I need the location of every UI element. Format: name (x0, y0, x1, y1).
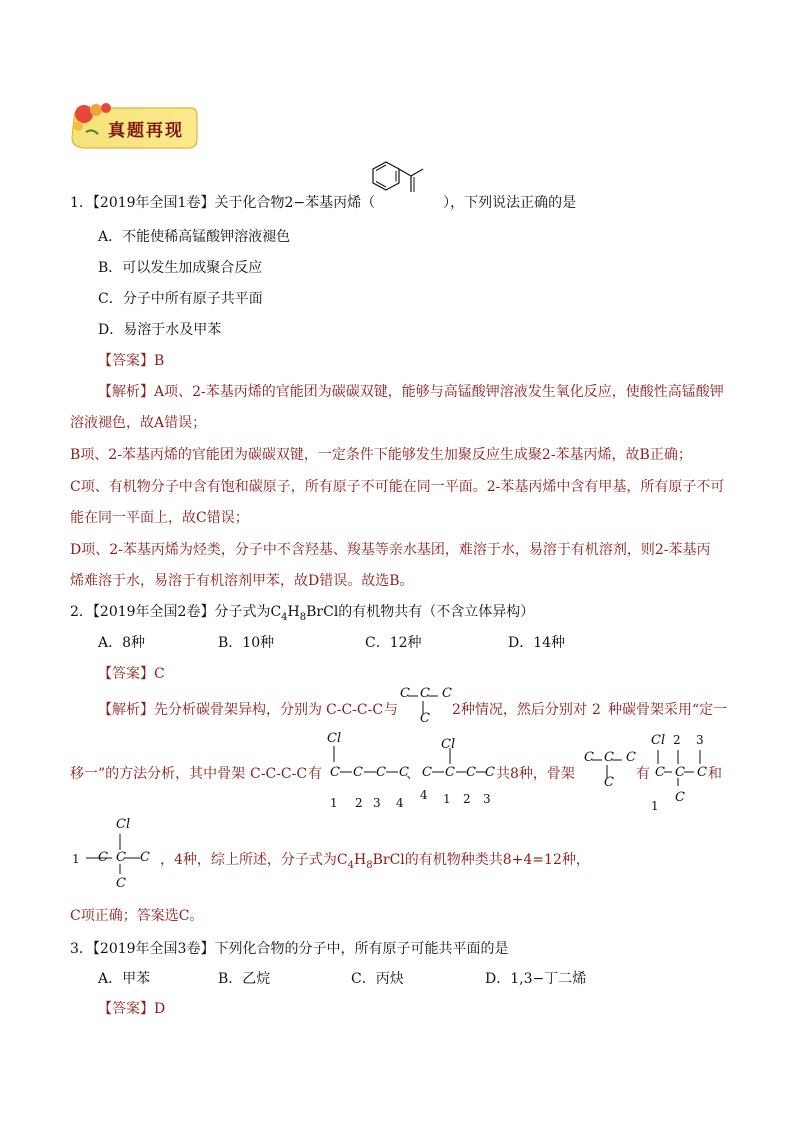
q1-analysis-line-4: C项、有机物分子中含有饱和碳原子，所有原子不可能在同一平面。2-苯基丙烯中含有甲基，所有原子不可 (70, 479, 725, 495)
q2-word-and: 与 (384, 702, 398, 718)
q3-option-b: B．乙烷 (218, 971, 271, 987)
q1-stem: 1．【2019年全国1卷】关于化合物2−苯基丙烯（ ），下列说法正确的是 (70, 195, 577, 211)
phenylpropene-structure-icon (366, 156, 438, 212)
q1-option-b: B．可以发生加成聚合反应 (98, 260, 263, 276)
badge-title: 真题再现 (108, 121, 184, 141)
q1-analysis-line-2: 溶液褪色，故A错误； (70, 415, 207, 431)
q2-skeleton-linear-text: C-C-C-C (326, 702, 384, 718)
q2-option-b: B．10种 (218, 635, 275, 651)
q1-analysis-line-7: 烯难溶于水，易溶于有机溶剂甲苯，故D错误。故选B。 (70, 573, 414, 589)
q2-analysis-line-4: C项正确；答案选C。 (70, 908, 204, 924)
q1-analysis-line-6: D项、2-苯基丙烯为烃类，分子中不含羟基、羧基等亲水基团，难溶于水，易溶于有机溶剂，则2-苯基丙 (70, 542, 711, 558)
q2-two-cases: 2种情况，然后分别对 (452, 702, 587, 718)
q1-option-c: C．分子中所有原子共平面 (98, 291, 263, 307)
q1-analysis-line-5: 能在同一平面上，故C错误； (70, 510, 249, 526)
q1-analysis-line-1: 【解析】A项、2-苯基丙烯的官能团为碳碳双键，能够与高锰酸钾溶液发生氧化反应，使酸性高锰酸钾 (98, 384, 724, 400)
q1-analysis-line-3: B项、2-苯基丙烯的官能团为碳碳双键，一定条件下能够发生加聚反应生成聚2-苯基丙烯，故B正确； (70, 447, 692, 463)
q2-stem: 2．【2019年全国2卷】分子式为$C_4H_8BrCl$的有机物共有（不含立体异构） (70, 604, 535, 623)
q1-option-d: D．易溶于水及甲苯 (98, 322, 222, 338)
q3-answer: 【答案】D (98, 1001, 166, 1017)
q3-stem: 3．【2019年全国3卷】下列化合物的分子中，所有原子可能共平面的是 (70, 941, 509, 957)
q2-analysis-line-2: 移一”的方法分析，其中骨架 (70, 766, 246, 782)
q2-option-c: C．12种 (365, 635, 422, 651)
q1-answer: 【答案】B (98, 353, 165, 369)
q3-option-d: D．1,3−丁二烯 (485, 971, 587, 987)
q2-option-d: D．14种 (508, 635, 566, 651)
q3-option-c: C．丙炔 (351, 971, 404, 987)
q2-analysis-line-1: 【解析】先分析碳骨架异构，分别为 (98, 702, 322, 718)
q3-option-a: A．甲苯 (98, 971, 151, 987)
q2-analysis-line-3: ，4种，综上所述，分子式为$C_4H_8BrCl$的有机物种类共8+4=12种， (160, 852, 590, 871)
q2-answer: 【答案】C (98, 666, 165, 682)
q2-option-a: A．8种 (98, 635, 146, 651)
q1-option-a: A．不能使稀高锰酸钾溶液褪色 (98, 229, 291, 245)
